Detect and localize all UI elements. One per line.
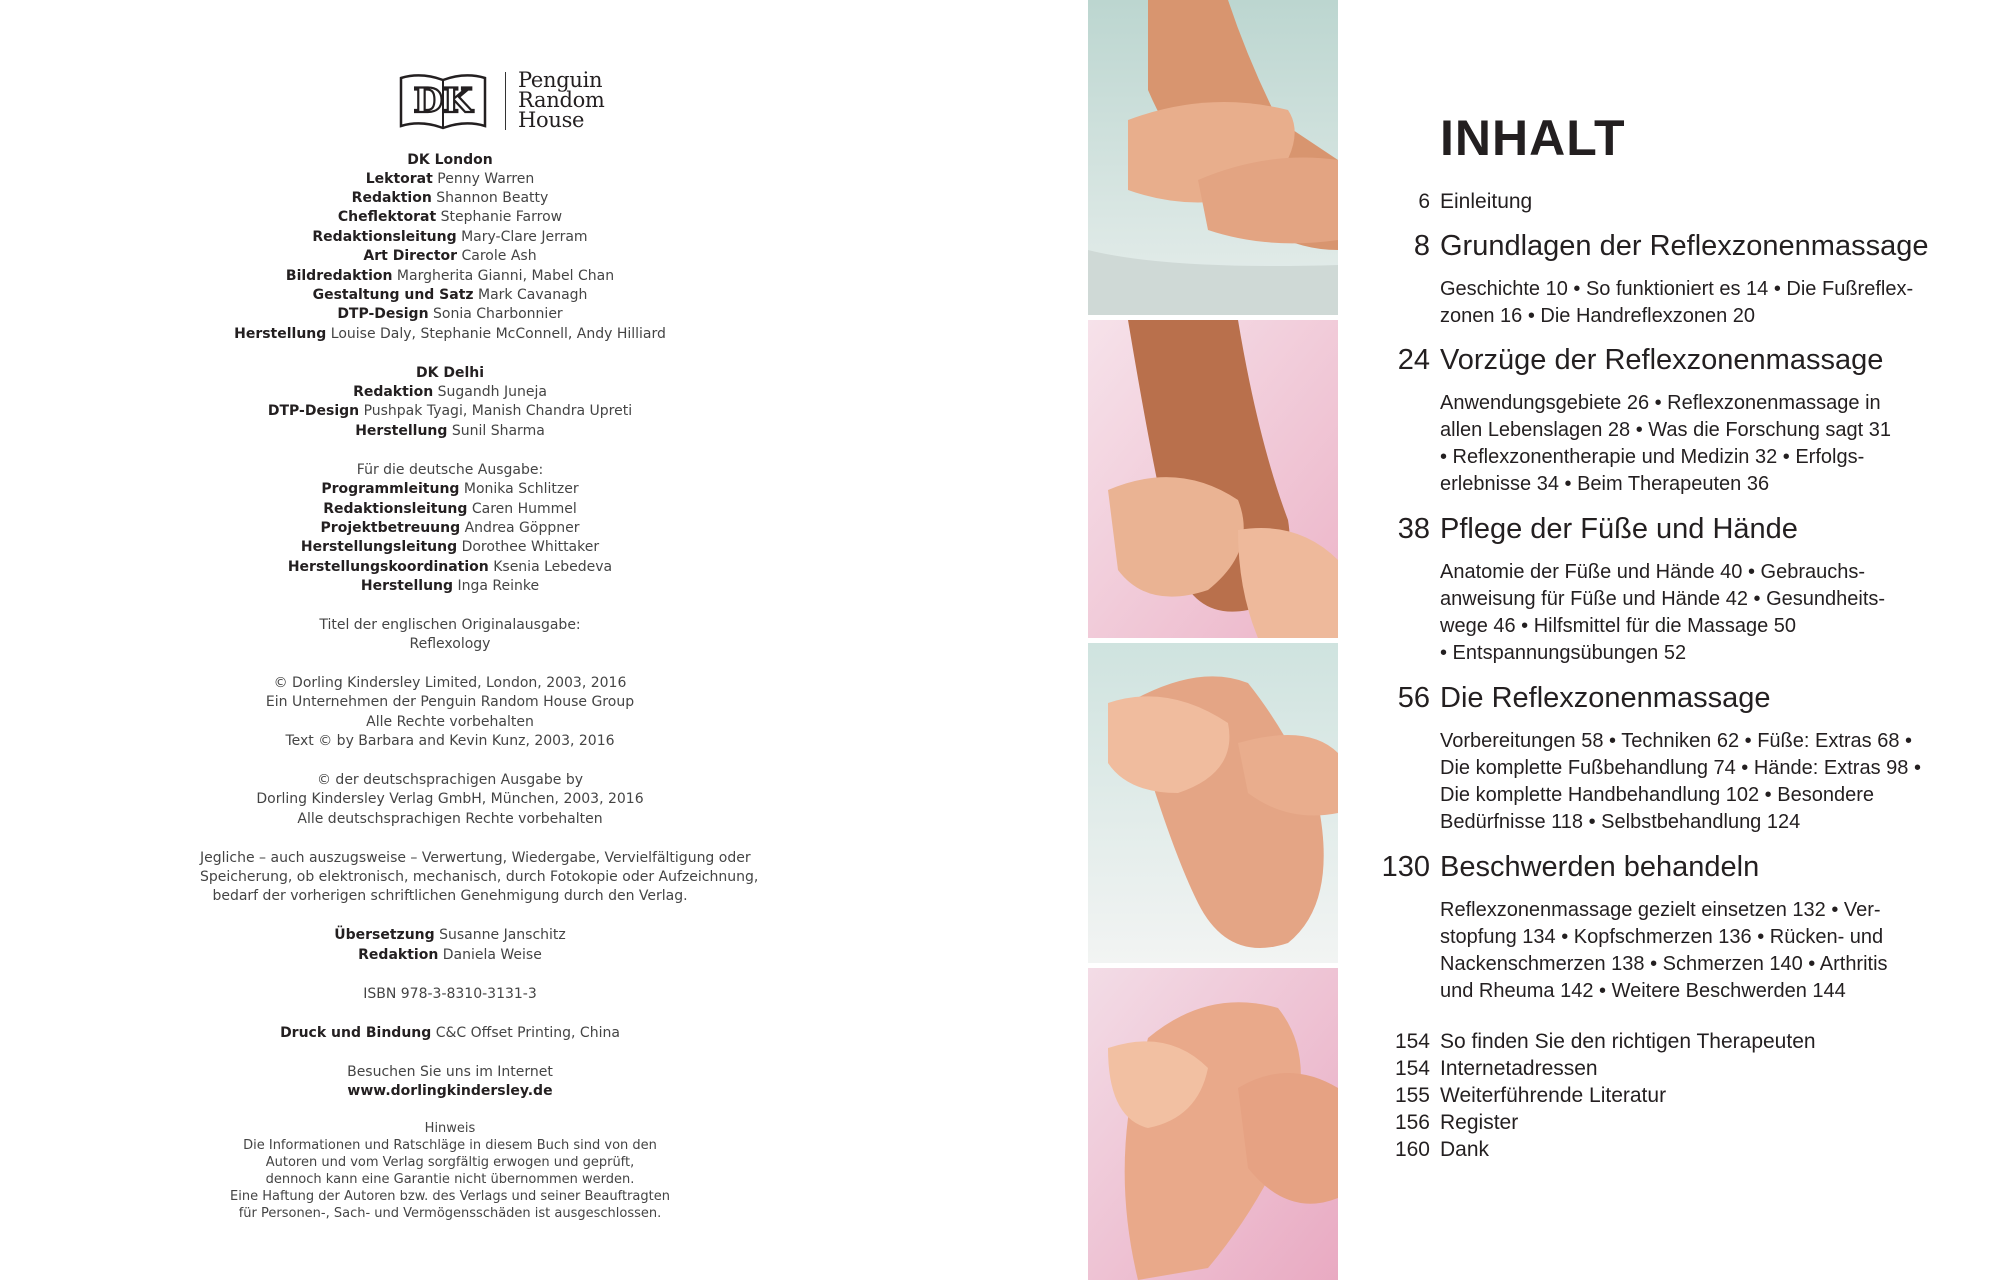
- toc-section-heading[interactable]: [1370, 344, 2010, 380]
- toc-page-number: 24: [1397, 344, 1430, 376]
- copyright-line: Ein Unternehmen der Penguin Random House Group: [265, 694, 635, 710]
- credit-line: DTP-Design Sonia Charbonnier: [337, 306, 563, 322]
- credit-line: Herstellung Sunil Sharma: [355, 423, 545, 439]
- copyright-line: Text © by Barbara and Kevin Kunz, 2003, 2016: [285, 733, 615, 749]
- toc-page-number: 156: [1394, 1111, 1430, 1134]
- toc-section-heading[interactable]: [1370, 230, 2010, 266]
- toc-section-description: Reflexzonenmassage gezielt einsetzen 132 • Ver- stopfung 134 • Kopfschmerzen 136 • Rücken- und Nackenschmerzen 138 • Schmerzen 140 • Arthritis und Rheuma 142 • Weitere Beschwerden 144: [1440, 899, 1888, 1002]
- toc-appendix-entry[interactable]: [1370, 1030, 2010, 1057]
- toc-section-title: Die Reflexzonenmassage: [1440, 682, 1771, 714]
- toc-section-description: Anwendungsgebiete 26 • Reflexzonenmassage in allen Lebenslagen 28 • Was die Forschung sagt 31 • Reflexzonentherapie und Medizin 32 • Erfolgs- erlebnisse 34 • Beim Therapeuten 36: [1440, 392, 1891, 495]
- credit-line: Redaktion Daniela Weise: [358, 947, 542, 963]
- toc-entry-label: Internetadressen: [1440, 1057, 1598, 1080]
- photo-wrist-massage: [1088, 320, 1338, 638]
- credit-line: Redaktion Sugandh Juneja: [353, 384, 547, 400]
- toc-page-number: 38: [1397, 513, 1430, 545]
- toc-appendix-entry[interactable]: [1370, 1111, 2010, 1138]
- credit-line: Redaktionsleitung Caren Hummel: [323, 501, 577, 517]
- credit-line: Redaktionsleitung Mary-Clare Jerram: [312, 229, 588, 245]
- toc-appendix-entry[interactable]: [1370, 1084, 2010, 1111]
- toc-section-title: Pflege der Füße und Hände: [1440, 513, 1798, 545]
- copyright-line: © der deutschsprachigen Ausgabe by: [316, 772, 583, 788]
- logo-brand-mark: DK: [413, 81, 473, 120]
- disclaimer-line: dennoch kann eine Garantie nicht übernommen werden.: [265, 1172, 635, 1187]
- table-of-contents: [1370, 0, 2010, 1280]
- original-title: Reflexology: [409, 636, 491, 652]
- credit-line: Herstellung Louise Daly, Stephanie McConnell, Andy Hilliard: [234, 326, 666, 342]
- page-title: INHALT: [1440, 110, 1626, 166]
- credit-line: Bildredaktion Margherita Gianni, Mabel Chan: [285, 268, 615, 284]
- toc-appendix-entry[interactable]: [1370, 1057, 2010, 1084]
- photo-foot-massage: [1088, 0, 1338, 315]
- toc-section-title: Grundlagen der Reflexzonenmassage: [1440, 230, 1929, 262]
- toc-page-number: 155: [1394, 1084, 1430, 1107]
- printing-credit: Druck und Bindung C&C Offset Printing, China: [280, 1025, 620, 1041]
- isbn: ISBN 978-3-8310-3131-3: [363, 986, 537, 1002]
- toc-page-number: 154: [1394, 1030, 1430, 1053]
- toc-page-number: 6: [1418, 190, 1430, 213]
- toc-section-description: Geschichte 10 • So funktioniert es 14 • Die Fußreflex- zonen 16 • Die Handreflexzonen 20: [1440, 278, 1914, 327]
- credit-line: Herstellung Inga Reinke: [360, 578, 540, 594]
- photo-foot-sole-massage: [1088, 643, 1338, 963]
- disclaimer-line: Die Informationen und Ratschläge in diesem Buch sind von den: [243, 1138, 657, 1153]
- toc-intro-entry[interactable]: [1370, 190, 2010, 216]
- disclaimer-line: Eine Haftung der Autoren bzw. des Verlags und seiner Beauftragten: [230, 1189, 670, 1204]
- original-title-label: Titel der englischen Originalausgabe:: [319, 617, 581, 633]
- dk-london-heading: DK London: [407, 152, 493, 168]
- copyright-line: Dorling Kindersley Verlag GmbH, München, 2003, 2016: [256, 791, 644, 807]
- rights-notice-line: bedarf der vorherigen schriftlichen Genehmigung durch den Verlag.: [212, 888, 688, 904]
- toc-appendix-entry[interactable]: [1370, 1138, 2010, 1165]
- toc-page-number: 56: [1397, 682, 1430, 714]
- disclaimer-line: für Personen-, Sach- und Vermögensschäden ist ausgeschlossen.: [238, 1206, 662, 1221]
- toc-section-title: Beschwerden behandeln: [1440, 851, 1760, 883]
- toc-section-heading[interactable]: [1370, 513, 2010, 549]
- credit-line: Redaktion Shannon Beatty: [351, 190, 549, 206]
- disclaimer-heading: Hinweis: [424, 1121, 476, 1136]
- internet-intro: Besuchen Sie uns im Internet: [347, 1064, 553, 1080]
- toc-section-description: Anatomie der Füße und Hände 40 • Gebrauchs- anweisung für Füße und Hände 42 • Gesundheits- wege 46 • Hilfsmittel für die Massage 50 • Entspannungsübungen 52: [1440, 561, 1886, 664]
- credit-line: Gestaltung und Satz Mark Cavanagh: [312, 287, 588, 303]
- toc-section-title: Vorzüge der Reflexzonenmassage: [1440, 344, 1884, 376]
- credit-line: DTP-Design Pushpak Tyagi, Manish Chandra Upreti: [267, 403, 633, 419]
- toc-section-heading[interactable]: [1370, 851, 2010, 887]
- credit-line: Herstellungsleitung Dorothee Whittaker: [300, 539, 600, 555]
- toc-entry-label: Register: [1440, 1111, 1519, 1134]
- publisher-wordmark: Penguin Random House: [518, 68, 605, 132]
- dk-delhi-heading: DK Delhi: [415, 365, 485, 381]
- toc-page-number: 154: [1394, 1057, 1430, 1080]
- credit-line: Herstellungskoordination Ksenia Lebedeva: [287, 559, 613, 575]
- copyright-line: Alle deutschsprachigen Rechte vorbehalten: [297, 811, 603, 827]
- rights-notice-line: Speicherung, ob elektronisch, mechanisch, durch Fotokopie oder Aufzeichnung,: [200, 869, 759, 885]
- toc-entry-label: So finden Sie den richtigen Therapeuten: [1440, 1030, 1816, 1053]
- credit-line: Programmleitung Monika Schlitzer: [321, 481, 579, 497]
- credit-line: Lektorat Penny Warren: [365, 171, 535, 187]
- imprint-page: [200, 0, 759, 1280]
- toc-section-heading[interactable]: [1370, 682, 2010, 718]
- copyright-line: © Dorling Kindersley Limited, London, 2003, 2016: [273, 675, 627, 691]
- rights-notice-line: Jegliche – auch auszugsweise – Verwertung, Wiedergabe, Vervielfältigung oder: [200, 850, 751, 866]
- toc-entry-label: Dank: [1440, 1138, 1490, 1161]
- credit-line: Art Director Carole Ash: [363, 248, 537, 264]
- photo-palm-massage: [1088, 968, 1338, 1280]
- credit-line: Übersetzung Susanne Janschitz: [334, 927, 566, 943]
- toc-entry-label: Einleitung: [1440, 190, 1533, 213]
- toc-page-number: 160: [1394, 1138, 1430, 1161]
- disclaimer-line: Autoren und vom Verlag sorgfältig erwogen und geprüft,: [265, 1155, 635, 1170]
- toc-page-number: 8: [1413, 230, 1430, 262]
- german-edition-intro: Für die deutsche Ausgabe:: [356, 462, 544, 478]
- toc-section-description: Vorbereitungen 58 • Techniken 62 • Füße: Extras 68 • Die komplette Fußbehandlung 74 • Hände: Extras 98 • Die komplette Handbehandlung 102 • Besondere Bedürfnisse 118 • Selbstbehandlung 124: [1440, 730, 1921, 833]
- copyright-line: Alle Rechte vorbehalten: [366, 714, 534, 730]
- credit-line: Cheflektorat Stephanie Farrow: [337, 209, 563, 225]
- website-link[interactable]: www.dorlingkindersley.de: [347, 1083, 553, 1099]
- photo-strip: [1088, 0, 1338, 1280]
- credit-line: Projektbetreuung Andrea Göppner: [320, 520, 580, 536]
- toc-page-number: 130: [1381, 851, 1430, 883]
- toc-entry-label: Weiterführende Literatur: [1440, 1084, 1667, 1107]
